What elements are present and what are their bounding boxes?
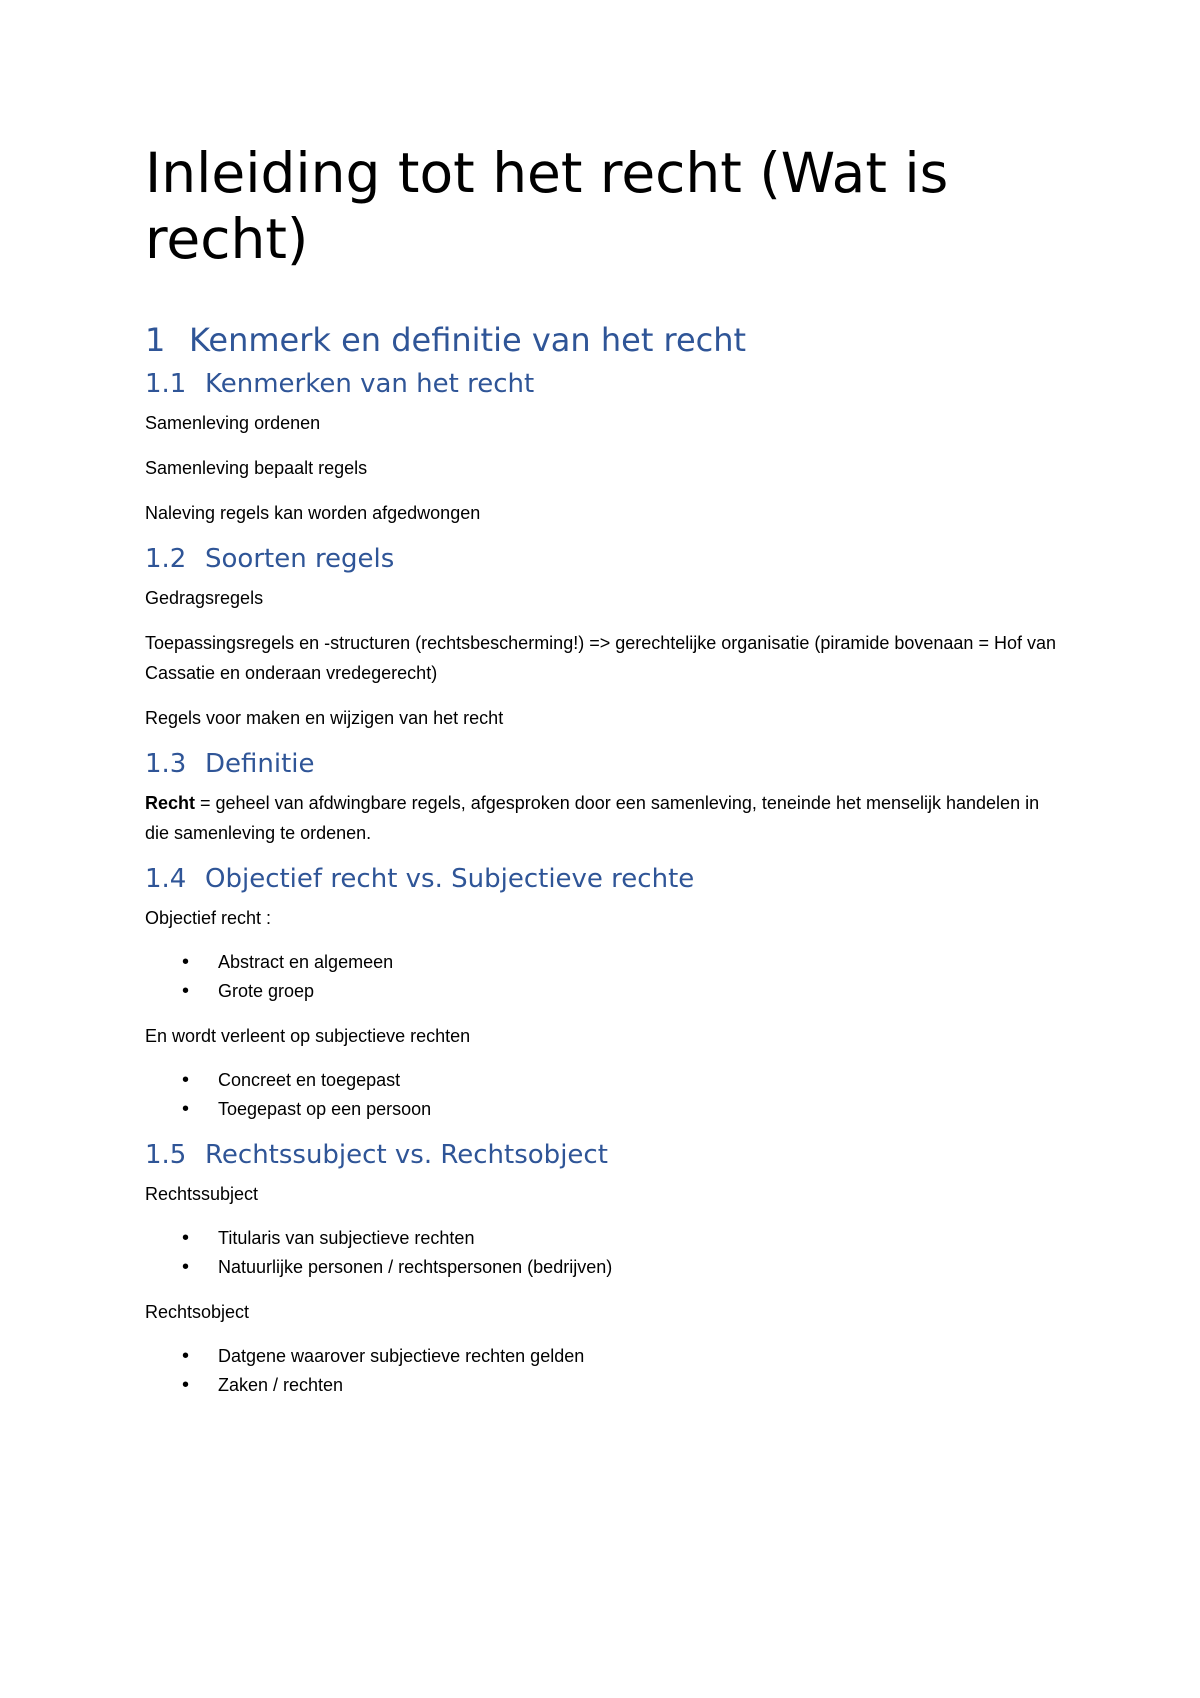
- bullet-list: [145, 1342, 1065, 1400]
- paragraph: Regels voor maken en wijzigen van het recht: [145, 708, 504, 728]
- definition-term: Recht: [145, 793, 196, 813]
- heading-number: 1.3: [145, 749, 187, 779]
- paragraph: Rechtssubject: [145, 1184, 259, 1204]
- heading-number: 1.4: [145, 864, 187, 894]
- list-item: • Titularis van subjectieve rechten: [145, 1224, 1065, 1253]
- heading-section-1-3: [145, 748, 1065, 780]
- bullet-list: [145, 948, 1065, 1006]
- paragraph: Toepassingsregels en -structuren (rechtsbescherming!) => gerechtelijke organisatie (piramide bovenaan = Hof van Cassatie en onderaan vredegerecht): [145, 633, 1056, 683]
- bullet-list: [145, 1066, 1065, 1124]
- list-item: • Abstract en algemeen: [145, 948, 1065, 977]
- heading-section-1-1: [145, 368, 1065, 400]
- heading-number: 1: [145, 321, 166, 359]
- list-item: • Datgene waarover subjectieve rechten gelden: [145, 1342, 1065, 1371]
- heading-section-1-5: [145, 1139, 1065, 1171]
- heading-number: 1.2: [145, 544, 187, 574]
- paragraph: Naleving regels kan worden afgedwongen: [145, 503, 481, 523]
- paragraph: Rechtsobject: [145, 1302, 250, 1322]
- heading-section-1-4: [145, 863, 1065, 895]
- list-item: • Grote groep: [145, 977, 1065, 1006]
- heading-text: Kenmerken van het recht: [205, 369, 535, 399]
- heading-section-1-2: [145, 543, 1065, 575]
- list-item: • Natuurlijke personen / rechtspersonen (bedrijven): [145, 1253, 1065, 1282]
- bullet-list: [145, 1224, 1065, 1282]
- heading-number: 1.5: [145, 1140, 187, 1170]
- document-body: [145, 140, 1065, 1415]
- paragraph: Samenleving bepaalt regels: [145, 458, 368, 478]
- heading-text: Definitie: [205, 749, 315, 779]
- heading-section-1: [145, 320, 1065, 360]
- document-title: Inleiding tot het recht (Wat is recht): [145, 141, 949, 271]
- heading-text: Kenmerk en definitie van het recht: [189, 321, 747, 359]
- list-item: • Toegepast op een persoon: [145, 1095, 1065, 1124]
- paragraph: Gedragsregels: [145, 588, 264, 608]
- paragraph: Samenleving ordenen: [145, 413, 321, 433]
- paragraph: Objectief recht :: [145, 908, 272, 928]
- heading-number: 1.1: [145, 369, 187, 399]
- definition-text: = geheel van afdwingbare regels, afgesproken door een samenleving, teneinde het menselijk handelen in die samenleving te ordenen.: [145, 793, 1040, 843]
- heading-text: Soorten regels: [205, 544, 395, 574]
- list-item: • Concreet en toegepast: [145, 1066, 1065, 1095]
- heading-text: Rechtssubject vs. Rechtsobject: [205, 1140, 608, 1170]
- list-item: • Zaken / rechten: [145, 1371, 1065, 1400]
- heading-text: Objectief recht vs. Subjectieve rechte: [205, 864, 695, 894]
- definition-paragraph: [145, 788, 1065, 848]
- paragraph: En wordt verleent op subjectieve rechten: [145, 1026, 471, 1046]
